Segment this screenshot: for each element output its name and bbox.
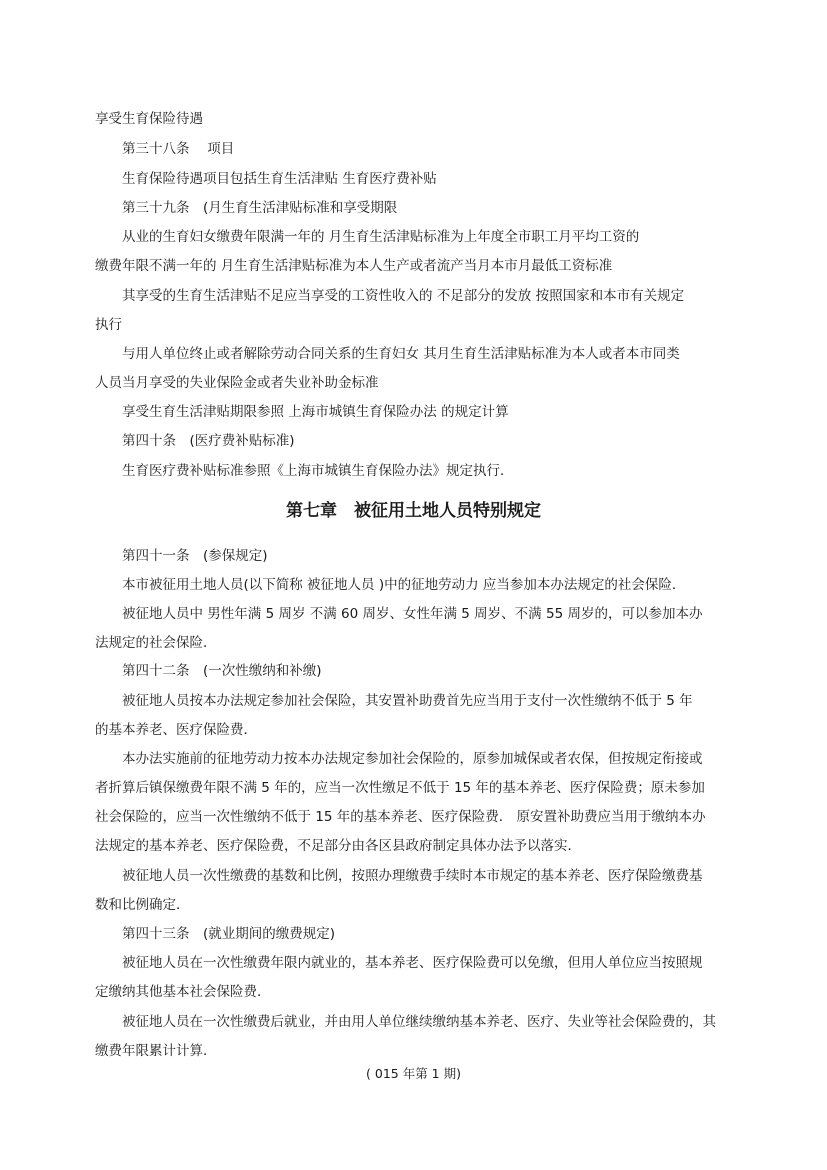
text-line: 执行 bbox=[95, 317, 122, 333]
text-line: 被征地人员中 男性年满 5 周岁 不满 60 周岁、女性年满 5 周岁、不满 55 周岁的，可以参加本办 bbox=[122, 606, 703, 622]
text-line: 法规定的社会保险． bbox=[95, 635, 217, 651]
text-line: 缴费年限累计计算． bbox=[95, 1043, 217, 1059]
article-heading: 第四十条 (医疗费补贴标准) bbox=[122, 433, 295, 449]
text-line: 其享受的生育生活津贴不足应当享受的工资性收入的 不足部分的发放 按照国家和本市有关规定 bbox=[122, 288, 685, 304]
article-heading: 第四十一条 (参保规定) bbox=[122, 548, 268, 564]
text-line: 享受生育保险待遇 bbox=[95, 111, 203, 127]
text-line: 生育医疗费补贴标准参照《上海市城镇生育保险办法》规定执行． bbox=[122, 463, 514, 479]
text-line: 的基本养老、医疗保险费． bbox=[95, 722, 257, 738]
article-heading: 第四十二条 (一次性缴纳和补缴) bbox=[122, 663, 322, 679]
text-line: 与用人单位终止或者解除劳动合同关系的生育妇女 其月生育生活津贴标准为本人或者本市同类 bbox=[122, 346, 680, 362]
text-line: 享受生育生活津贴期限参照 上海市城镇生育保险办法 的规定计算 bbox=[122, 404, 509, 420]
text-line: 从业的生育妇女缴费年限满一年的 月生育生活津贴标准为上年度全市职工月平均工资的 bbox=[122, 229, 640, 245]
chapter-title: 第七章 被征用土地人员特别规定 bbox=[286, 501, 541, 521]
text-line: 被征地人员按本办法规定参加社会保险，其安置补助费首先应当用于支付一次性缴纳不低于 5 年 bbox=[122, 693, 693, 709]
text-line: 数和比例确定． bbox=[95, 897, 190, 913]
text-line: 社会保险的，应当一次性缴纳不低于 15 年的基本养老、医疗保险费． 原安置补助费应当用于缴纳本办 bbox=[95, 809, 706, 825]
article-heading: 第三十九条 (月生育生活津贴标准和享受期限 bbox=[122, 200, 398, 216]
text-line: 本办法实施前的征地劳动力按本办法规定参加社会保险的，原参加城保或者农保，但按规定衔接或 bbox=[122, 751, 703, 767]
article-heading: 第四十三条 (就业期间的缴费规定) bbox=[122, 926, 336, 942]
text-line: 者折算后镇保缴费年限不满 5 年的，应当一次性缴足不低于 15 年的基本养老、医疗保险费；原未参加 bbox=[95, 780, 705, 796]
text-line: 被征地人员在一次性缴费年限内就业的，基本养老、医疗保险费可以免缴，但用人单位应当按照规 bbox=[122, 955, 703, 971]
page-footer: ( 015 年第 1 期) bbox=[366, 1066, 461, 1081]
article-heading: 第三十八条 项目 bbox=[122, 141, 235, 157]
text-line: 被征地人员在一次性缴费后就业，并由用人单位继续缴纳基本养老、医疗、失业等社会保险费的，其 bbox=[122, 1014, 716, 1030]
text-line: 被征地人员一次性缴费的基数和比例，按照办理缴费手续时本市规定的基本养老、医疗保险缴费基 bbox=[122, 868, 703, 884]
text-line: 定缴纳其他基本社会保险费． bbox=[95, 984, 271, 1000]
text-line: 缴费年限不满一年的 月生育生活津贴标准为本人生产或者流产当月本市月最低工资标准 bbox=[95, 258, 613, 274]
text-line: 生育保险待遇项目包括生育生活津贴 生育医疗费补贴 bbox=[122, 171, 437, 187]
text-line: 人员当月享受的失业保险金或者失业补助金标准 bbox=[95, 375, 379, 391]
text-line: 法规定的基本养老、医疗保险费，不足部分由各区县政府制定具体办法予以落实． bbox=[95, 838, 581, 854]
text-line: 本市被征用土地人员(以下简称 被征地人员 )中的征地劳动力 应当参加本办法规定的社会保险． bbox=[122, 577, 686, 593]
